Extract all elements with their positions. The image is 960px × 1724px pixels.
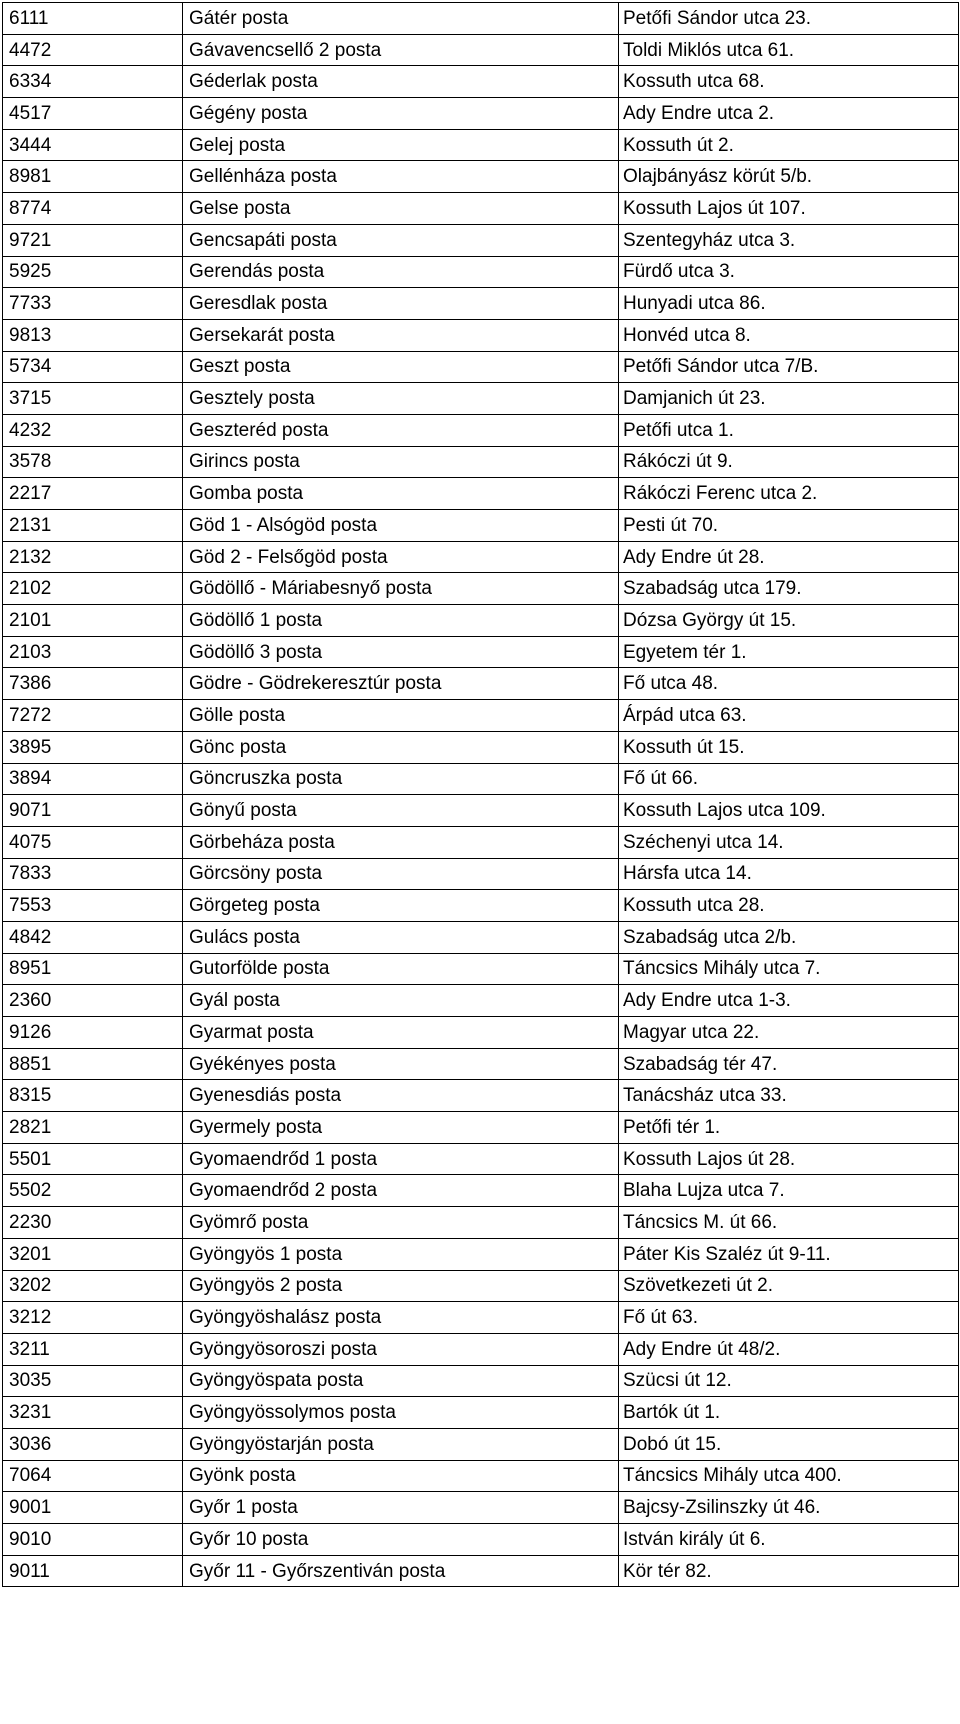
postal-code-cell: 3212 bbox=[3, 1302, 183, 1334]
postal-code-cell: 3578 bbox=[3, 446, 183, 478]
address-cell: Petőfi tér 1. bbox=[619, 1112, 959, 1144]
table-row bbox=[3, 1238, 959, 1270]
post-office-name-cell: Gulács posta bbox=[183, 921, 619, 953]
table-row bbox=[3, 1143, 959, 1175]
postal-code-cell: 7272 bbox=[3, 700, 183, 732]
post-office-name-cell: Gégény posta bbox=[183, 98, 619, 130]
postal-code-cell: 3894 bbox=[3, 763, 183, 795]
table-row bbox=[3, 953, 959, 985]
post-office-name-cell: Girincs posta bbox=[183, 446, 619, 478]
postal-code-cell: 7733 bbox=[3, 288, 183, 320]
table-row bbox=[3, 1492, 959, 1524]
address-cell: Szövetkezeti út 2. bbox=[619, 1270, 959, 1302]
post-office-name-cell: Gyöngyöstarján posta bbox=[183, 1428, 619, 1460]
table-row bbox=[3, 1048, 959, 1080]
postal-code-cell: 9126 bbox=[3, 1017, 183, 1049]
address-cell: Fő utca 48. bbox=[619, 668, 959, 700]
table-row bbox=[3, 826, 959, 858]
address-cell: Ady Endre út 28. bbox=[619, 541, 959, 573]
address-cell: István király út 6. bbox=[619, 1524, 959, 1556]
table-row bbox=[3, 921, 959, 953]
address-cell: Széchenyi utca 14. bbox=[619, 826, 959, 858]
postal-code-cell: 2132 bbox=[3, 541, 183, 573]
post-office-name-cell: Gyöngyösoroszi posta bbox=[183, 1333, 619, 1365]
post-office-name-cell: Gönyű posta bbox=[183, 795, 619, 827]
postal-code-cell: 3036 bbox=[3, 1428, 183, 1460]
table-row bbox=[3, 763, 959, 795]
post-office-name-cell: Gátér posta bbox=[183, 3, 619, 35]
postal-code-cell: 9813 bbox=[3, 319, 183, 351]
post-office-name-cell: Gávavencsellő 2 posta bbox=[183, 34, 619, 66]
address-cell: Rákóczi Ferenc utca 2. bbox=[619, 478, 959, 510]
postal-code-cell: 2217 bbox=[3, 478, 183, 510]
table-row bbox=[3, 1302, 959, 1334]
table-row bbox=[3, 890, 959, 922]
postal-code-cell: 8774 bbox=[3, 193, 183, 225]
postal-code-cell: 9010 bbox=[3, 1524, 183, 1556]
table-row bbox=[3, 383, 959, 415]
table-row bbox=[3, 795, 959, 827]
postal-code-cell: 4842 bbox=[3, 921, 183, 953]
post-office-name-cell: Gyöngyössolymos posta bbox=[183, 1397, 619, 1429]
address-cell: Táncsics M. út 66. bbox=[619, 1207, 959, 1239]
postal-code-cell: 3035 bbox=[3, 1365, 183, 1397]
postal-code-cell: 9721 bbox=[3, 224, 183, 256]
address-cell: Szücsi út 12. bbox=[619, 1365, 959, 1397]
table-row bbox=[3, 636, 959, 668]
post-office-name-cell: Gödre - Gödrekeresztúr posta bbox=[183, 668, 619, 700]
address-cell: Ady Endre utca 1-3. bbox=[619, 985, 959, 1017]
address-cell: Fő út 66. bbox=[619, 763, 959, 795]
table-row bbox=[3, 541, 959, 573]
table-row bbox=[3, 605, 959, 637]
postal-code-cell: 6111 bbox=[3, 3, 183, 35]
post-office-name-cell: Gesztely posta bbox=[183, 383, 619, 415]
post-office-name-cell: Gyenesdiás posta bbox=[183, 1080, 619, 1112]
address-cell: Szentegyház utca 3. bbox=[619, 224, 959, 256]
address-cell: Páter Kis Szaléz út 9-11. bbox=[619, 1238, 959, 1270]
table-row bbox=[3, 985, 959, 1017]
address-cell: Árpád utca 63. bbox=[619, 700, 959, 732]
table-row bbox=[3, 668, 959, 700]
post-office-name-cell: Görbeháza posta bbox=[183, 826, 619, 858]
address-cell: Kossuth utca 68. bbox=[619, 66, 959, 98]
postal-code-cell: 5925 bbox=[3, 256, 183, 288]
postal-code-cell: 3201 bbox=[3, 1238, 183, 1270]
postal-code-cell: 8951 bbox=[3, 953, 183, 985]
post-office-name-cell: Gyarmat posta bbox=[183, 1017, 619, 1049]
postal-code-cell: 8851 bbox=[3, 1048, 183, 1080]
table-row bbox=[3, 1397, 959, 1429]
table-row bbox=[3, 478, 959, 510]
post-office-name-cell: Gerendás posta bbox=[183, 256, 619, 288]
address-cell: Tanácsház utca 33. bbox=[619, 1080, 959, 1112]
postal-code-cell: 5501 bbox=[3, 1143, 183, 1175]
table-row bbox=[3, 446, 959, 478]
post-office-name-cell: Geresdlak posta bbox=[183, 288, 619, 320]
table-row bbox=[3, 1460, 959, 1492]
address-cell: Egyetem tér 1. bbox=[619, 636, 959, 668]
post-office-name-cell: Győr 11 - Győrszentiván posta bbox=[183, 1555, 619, 1587]
address-cell: Rákóczi út 9. bbox=[619, 446, 959, 478]
table-row bbox=[3, 66, 959, 98]
address-cell: Kossuth utca 28. bbox=[619, 890, 959, 922]
address-cell: Olajbányász körút 5/b. bbox=[619, 161, 959, 193]
post-office-name-cell: Geszteréd posta bbox=[183, 414, 619, 446]
post-office-name-cell: Gyomaendrőd 2 posta bbox=[183, 1175, 619, 1207]
table-row bbox=[3, 224, 959, 256]
postal-code-cell: 2230 bbox=[3, 1207, 183, 1239]
table-row bbox=[3, 731, 959, 763]
table-row bbox=[3, 256, 959, 288]
postal-code-cell: 5502 bbox=[3, 1175, 183, 1207]
post-office-name-cell: Gyál posta bbox=[183, 985, 619, 1017]
table-row bbox=[3, 193, 959, 225]
table-row bbox=[3, 161, 959, 193]
postal-code-cell: 3202 bbox=[3, 1270, 183, 1302]
address-cell: Blaha Lujza utca 7. bbox=[619, 1175, 959, 1207]
postal-code-cell: 8315 bbox=[3, 1080, 183, 1112]
table-row bbox=[3, 1555, 959, 1587]
table-body bbox=[3, 3, 959, 1587]
address-cell: Hársfa utca 14. bbox=[619, 858, 959, 890]
address-cell: Bartók út 1. bbox=[619, 1397, 959, 1429]
table-row bbox=[3, 319, 959, 351]
postal-code-cell: 7386 bbox=[3, 668, 183, 700]
table-row bbox=[3, 1112, 959, 1144]
address-cell: Petőfi Sándor utca 23. bbox=[619, 3, 959, 35]
postal-code-cell: 7833 bbox=[3, 858, 183, 890]
postal-code-cell: 2821 bbox=[3, 1112, 183, 1144]
post-office-name-cell: Gyömrő posta bbox=[183, 1207, 619, 1239]
table-row bbox=[3, 858, 959, 890]
post-office-name-cell: Gelej posta bbox=[183, 129, 619, 161]
table-row bbox=[3, 129, 959, 161]
table-row bbox=[3, 1017, 959, 1049]
address-cell: Szabadság utca 2/b. bbox=[619, 921, 959, 953]
address-cell: Honvéd utca 8. bbox=[619, 319, 959, 351]
address-cell: Fürdő utca 3. bbox=[619, 256, 959, 288]
post-office-name-cell: Göd 1 - Alsógöd posta bbox=[183, 510, 619, 542]
table-row bbox=[3, 98, 959, 130]
postal-code-cell: 4517 bbox=[3, 98, 183, 130]
post-office-name-cell: Győr 10 posta bbox=[183, 1524, 619, 1556]
postal-code-cell: 2102 bbox=[3, 573, 183, 605]
postal-code-cell: 2103 bbox=[3, 636, 183, 668]
postal-code-cell: 7064 bbox=[3, 1460, 183, 1492]
address-cell: Pesti út 70. bbox=[619, 510, 959, 542]
address-cell: Táncsics Mihály utca 7. bbox=[619, 953, 959, 985]
address-cell: Kör tér 82. bbox=[619, 1555, 959, 1587]
address-cell: Szabadság tér 47. bbox=[619, 1048, 959, 1080]
post-office-name-cell: Gelse posta bbox=[183, 193, 619, 225]
table-row bbox=[3, 34, 959, 66]
address-cell: Kossuth Lajos utca 109. bbox=[619, 795, 959, 827]
table-row bbox=[3, 3, 959, 35]
address-cell: Kossuth Lajos út 28. bbox=[619, 1143, 959, 1175]
post-office-name-cell: Géderlak posta bbox=[183, 66, 619, 98]
table-row bbox=[3, 1333, 959, 1365]
postal-code-cell: 4075 bbox=[3, 826, 183, 858]
table-row bbox=[3, 1365, 959, 1397]
post-office-name-cell: Gyöngyöshalász posta bbox=[183, 1302, 619, 1334]
address-cell: Kossuth Lajos út 107. bbox=[619, 193, 959, 225]
table-row bbox=[3, 288, 959, 320]
postal-code-cell: 9071 bbox=[3, 795, 183, 827]
postal-code-cell: 3444 bbox=[3, 129, 183, 161]
post-office-name-cell: Göd 2 - Felsőgöd posta bbox=[183, 541, 619, 573]
post-office-name-cell: Göncruszka posta bbox=[183, 763, 619, 795]
post-office-name-cell: Gyöngyöspata posta bbox=[183, 1365, 619, 1397]
postal-code-cell: 3211 bbox=[3, 1333, 183, 1365]
post-office-name-cell: Gersekarát posta bbox=[183, 319, 619, 351]
address-cell: Szabadság utca 179. bbox=[619, 573, 959, 605]
postal-code-cell: 9001 bbox=[3, 1492, 183, 1524]
table-row bbox=[3, 1524, 959, 1556]
table-row bbox=[3, 1080, 959, 1112]
post-office-name-cell: Gönc posta bbox=[183, 731, 619, 763]
postal-code-cell: 4232 bbox=[3, 414, 183, 446]
post-office-name-cell: Gencsapáti posta bbox=[183, 224, 619, 256]
table-row bbox=[3, 1207, 959, 1239]
post-office-name-cell: Görcsöny posta bbox=[183, 858, 619, 890]
postal-code-cell: 7553 bbox=[3, 890, 183, 922]
post-office-name-cell: Gölle posta bbox=[183, 700, 619, 732]
post-office-name-cell: Gyomaendrőd 1 posta bbox=[183, 1143, 619, 1175]
postal-code-cell: 2131 bbox=[3, 510, 183, 542]
postal-code-cell: 3231 bbox=[3, 1397, 183, 1429]
postal-code-cell: 8981 bbox=[3, 161, 183, 193]
post-office-name-cell: Gyermely posta bbox=[183, 1112, 619, 1144]
post-office-name-cell: Gellénháza posta bbox=[183, 161, 619, 193]
postal-code-cell: 3715 bbox=[3, 383, 183, 415]
address-cell: Toldi Miklós utca 61. bbox=[619, 34, 959, 66]
post-office-name-cell: Gyöngyös 2 posta bbox=[183, 1270, 619, 1302]
post-office-name-cell: Gödöllő - Máriabesnyő posta bbox=[183, 573, 619, 605]
postal-code-cell: 2101 bbox=[3, 605, 183, 637]
table-row bbox=[3, 351, 959, 383]
table-row bbox=[3, 1428, 959, 1460]
postal-code-cell: 6334 bbox=[3, 66, 183, 98]
post-office-name-cell: Gödöllő 1 posta bbox=[183, 605, 619, 637]
post-office-name-cell: Gyöngyös 1 posta bbox=[183, 1238, 619, 1270]
address-cell: Damjanich út 23. bbox=[619, 383, 959, 415]
post-office-table bbox=[2, 2, 959, 1587]
address-cell: Ady Endre utca 2. bbox=[619, 98, 959, 130]
table-row bbox=[3, 414, 959, 446]
post-office-name-cell: Gyékényes posta bbox=[183, 1048, 619, 1080]
address-cell: Dózsa György út 15. bbox=[619, 605, 959, 637]
address-cell: Ady Endre út 48/2. bbox=[619, 1333, 959, 1365]
postal-code-cell: 3895 bbox=[3, 731, 183, 763]
table-row bbox=[3, 510, 959, 542]
address-cell: Bajcsy-Zsilinszky út 46. bbox=[619, 1492, 959, 1524]
post-office-name-cell: Görgeteg posta bbox=[183, 890, 619, 922]
address-cell: Kossuth út 15. bbox=[619, 731, 959, 763]
post-office-name-cell: Gyönk posta bbox=[183, 1460, 619, 1492]
address-cell: Fő út 63. bbox=[619, 1302, 959, 1334]
postal-code-cell: 4472 bbox=[3, 34, 183, 66]
address-cell: Kossuth út 2. bbox=[619, 129, 959, 161]
address-cell: Dobó út 15. bbox=[619, 1428, 959, 1460]
address-cell: Petőfi Sándor utca 7/B. bbox=[619, 351, 959, 383]
post-office-name-cell: Gutorfölde posta bbox=[183, 953, 619, 985]
post-office-name-cell: Gomba posta bbox=[183, 478, 619, 510]
table-row bbox=[3, 1270, 959, 1302]
post-office-name-cell: Geszt posta bbox=[183, 351, 619, 383]
post-office-name-cell: Győr 1 posta bbox=[183, 1492, 619, 1524]
table-row bbox=[3, 700, 959, 732]
table-row bbox=[3, 1175, 959, 1207]
address-cell: Petőfi utca 1. bbox=[619, 414, 959, 446]
post-office-name-cell: Gödöllő 3 posta bbox=[183, 636, 619, 668]
address-cell: Magyar utca 22. bbox=[619, 1017, 959, 1049]
postal-code-cell: 2360 bbox=[3, 985, 183, 1017]
address-cell: Hunyadi utca 86. bbox=[619, 288, 959, 320]
postal-code-cell: 9011 bbox=[3, 1555, 183, 1587]
address-cell: Táncsics Mihály utca 400. bbox=[619, 1460, 959, 1492]
postal-code-cell: 5734 bbox=[3, 351, 183, 383]
table-row bbox=[3, 573, 959, 605]
